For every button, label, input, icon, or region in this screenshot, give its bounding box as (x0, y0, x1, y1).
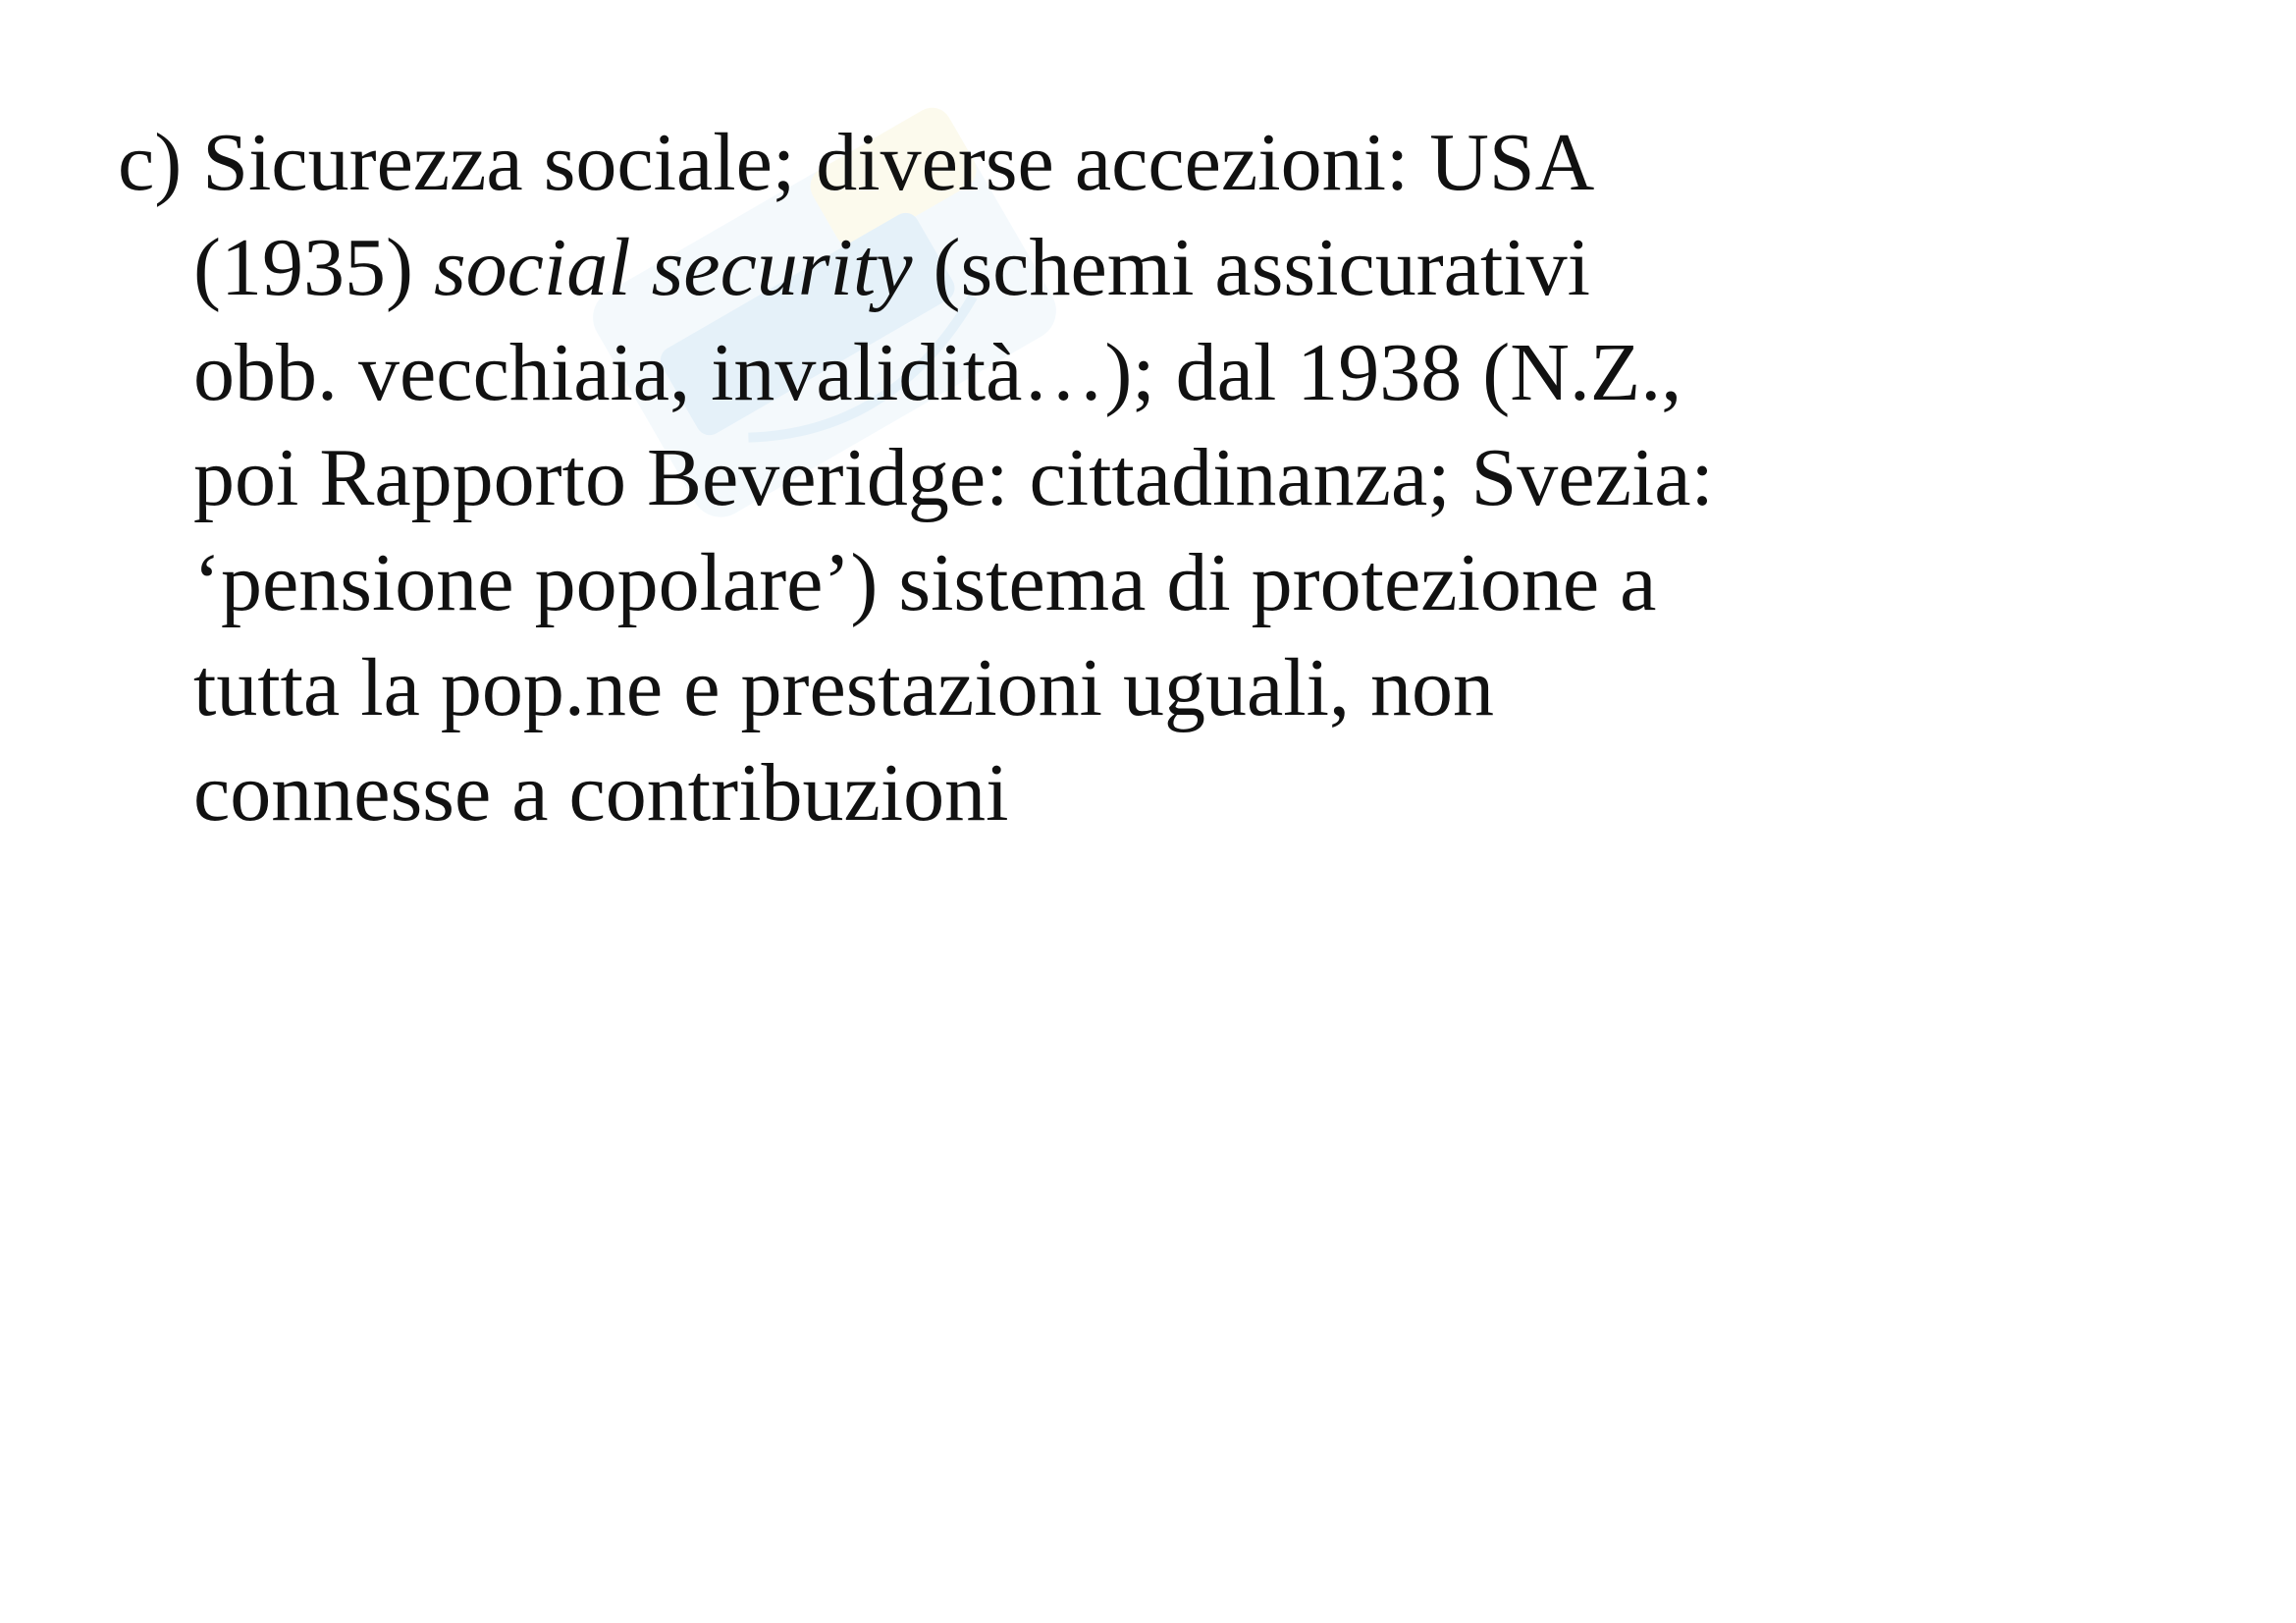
text-line-6: tutta la pop.ne e prestazioni uguali, non (193, 642, 1494, 733)
text-line-3: obb. vecchiaia, invalidità…); dal 1938 (N.Z., (193, 327, 1682, 418)
text-line-2-italic: social security (433, 222, 913, 313)
text-line-2-start: (1935) (193, 222, 434, 313)
text-line-2-end: (schemi assicurativi (912, 222, 1590, 313)
text-line-4: poi Rapporto Beveridge: cittadinanza; Svezia: (193, 432, 1714, 523)
text-line-5: ‘pensione popolare’) sistema di protezione a (193, 537, 1657, 628)
slide-body-text (118, 110, 1904, 845)
text-line-7: connesse a contribuzioni (193, 747, 1009, 839)
text-line-2 (118, 215, 1904, 320)
text-line-1: c) Sicurezza sociale; diverse accezioni: USA (118, 117, 1595, 208)
